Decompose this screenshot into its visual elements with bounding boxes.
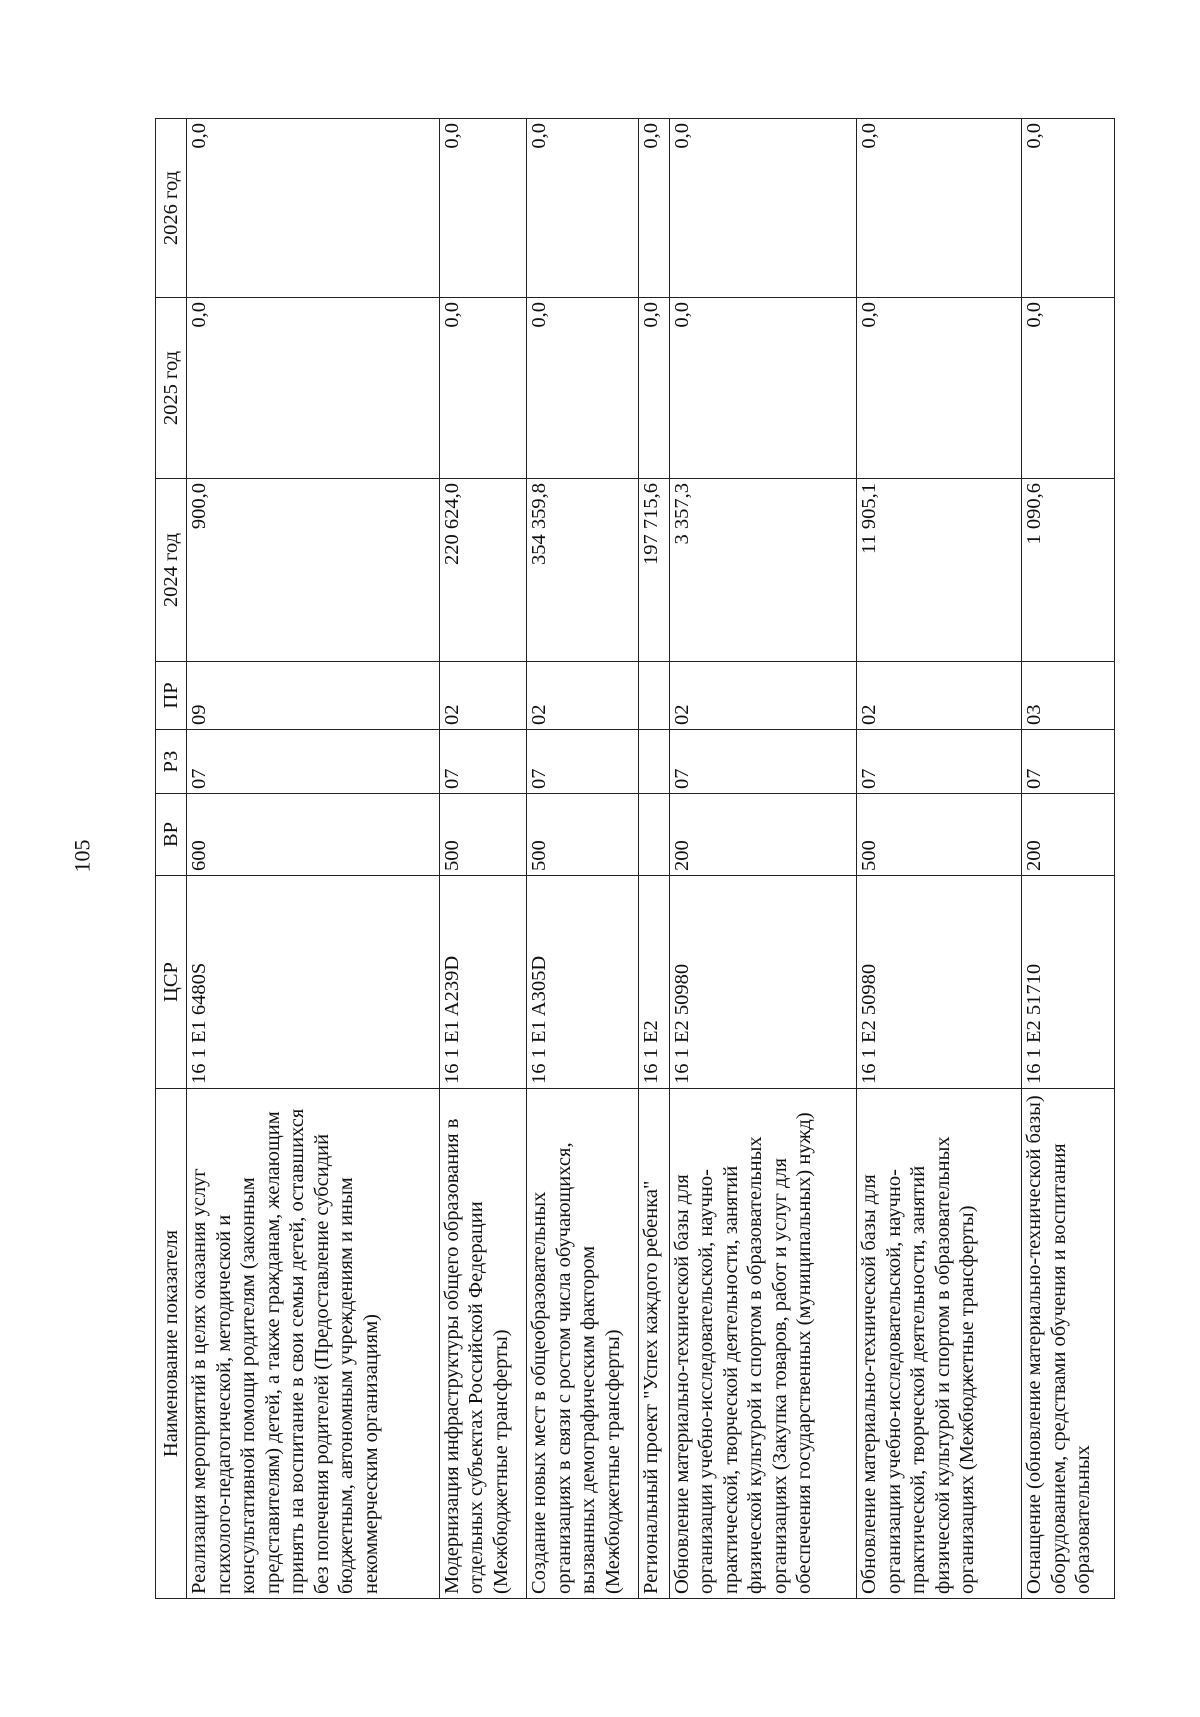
table-row [1022,119,1115,1599]
cell-name: Обновление материально-технической базы для организации учебно-исследовательской, научно-практической, творческой деятельности, занятий физической культурой и спортом в образовательных организациях (Межбюджетные трансферты) [857,1089,1022,1599]
page-number: 105 [69,839,95,873]
cell-2024: 3 357,3 [669,479,857,662]
cell-2025: 0,0 [638,298,669,479]
cell-2025: 0,0 [527,298,638,479]
cell-2024: 900,0 [187,479,440,662]
cell-name: Создание новых мест в общеобразовательных организациях в связи с ростом числа обучающихся, вызванных демографическим фактором (Межбюджетные трансферты) [527,1089,638,1599]
cell-2026: 0,0 [439,119,527,298]
cell-pr: 02 [439,662,527,730]
cell-rz [638,730,669,794]
cell-pr: 02 [669,662,857,730]
header-vr: ВР [156,794,187,876]
cell-2025: 0,0 [669,298,857,479]
header-row [156,119,187,1599]
cell-vr: 500 [527,794,638,876]
table-row [527,119,638,1599]
cell-name: Региональный проект "Успех каждого ребенка" [638,1089,669,1599]
header-csr: ЦСР [156,876,187,1089]
cell-2025: 0,0 [857,298,1022,479]
header-pr: ПР [156,662,187,730]
cell-vr: 600 [187,794,440,876]
cell-2026: 0,0 [638,119,669,298]
cell-rz: 07 [669,730,857,794]
cell-pr: 09 [187,662,440,730]
cell-rz: 07 [857,730,1022,794]
cell-vr: 500 [439,794,527,876]
cell-2024: 354 359,8 [527,479,638,662]
header-2024: 2024 год [156,479,187,662]
budget-table [155,118,1115,1599]
table-row [439,119,527,1599]
cell-2025: 0,0 [439,298,527,479]
table-row [857,119,1022,1599]
cell-rz: 07 [187,730,440,794]
header-2026: 2026 год [156,119,187,298]
budget-table-container [155,119,1115,1599]
cell-csr: 16 1 E1 6480S [187,876,440,1089]
cell-pr: 02 [527,662,638,730]
cell-2024: 11 905,1 [857,479,1022,662]
cell-rz: 07 [439,730,527,794]
cell-csr: 16 1 E1 A305D [527,876,638,1089]
cell-csr: 16 1 E2 [638,876,669,1089]
cell-vr: 500 [857,794,1022,876]
cell-csr: 16 1 E1 A239D [439,876,527,1089]
cell-2024: 220 624,0 [439,479,527,662]
cell-name: Модернизация инфраструктуры общего образования в отдельных субъектах Российской Федерации (Межбюджетные трансферты) [439,1089,527,1599]
cell-name: Реализация мероприятий в целях оказания услуг психолого-педагогической, методической и консультативной помощи родителям (законным представителям) детей, а также гражданам, желающим принять на воспитание в свои семьи детей, оставшихся без попечения родителей (Предоставление субсидий бюджетным, автономным учреждениям и иным некоммерческим организациям) [187,1089,440,1599]
table-row [638,119,669,1599]
cell-pr: 02 [857,662,1022,730]
cell-2025: 0,0 [187,298,440,479]
cell-rz: 07 [527,730,638,794]
cell-csr: 16 1 E2 50980 [857,876,1022,1089]
cell-2026: 0,0 [187,119,440,298]
cell-vr: 200 [1022,794,1115,876]
cell-vr [638,794,669,876]
header-2025: 2025 год [156,298,187,479]
cell-2024: 197 715,6 [638,479,669,662]
table-row [669,119,857,1599]
cell-2026: 0,0 [1022,119,1115,298]
cell-rz: 07 [1022,730,1115,794]
cell-vr: 200 [669,794,857,876]
cell-2026: 0,0 [857,119,1022,298]
cell-2026: 0,0 [669,119,857,298]
cell-2026: 0,0 [527,119,638,298]
cell-2024: 1 090,6 [1022,479,1115,662]
cell-csr: 16 1 E2 50980 [669,876,857,1089]
cell-pr: 03 [1022,662,1115,730]
cell-csr: 16 1 E2 51710 [1022,876,1115,1089]
cell-name: Оснащение (обновление материально-технической базы) оборудованием, средствами обучения и воспитания образовательных [1022,1089,1115,1599]
table-row [187,119,440,1599]
cell-pr [638,662,669,730]
header-rz: РЗ [156,730,187,794]
header-name: Наименование показателя [156,1089,187,1599]
cell-2025: 0,0 [1022,298,1115,479]
cell-name: Обновление материально-технической базы для организации учебно-исследовательской, научно-практической, творческой деятельности, занятий физической культурой и спортом в образовательных организациях (Закупка товаров, работ и услуг для обеспечения государственных (муниципальных) нужд) [669,1089,857,1599]
